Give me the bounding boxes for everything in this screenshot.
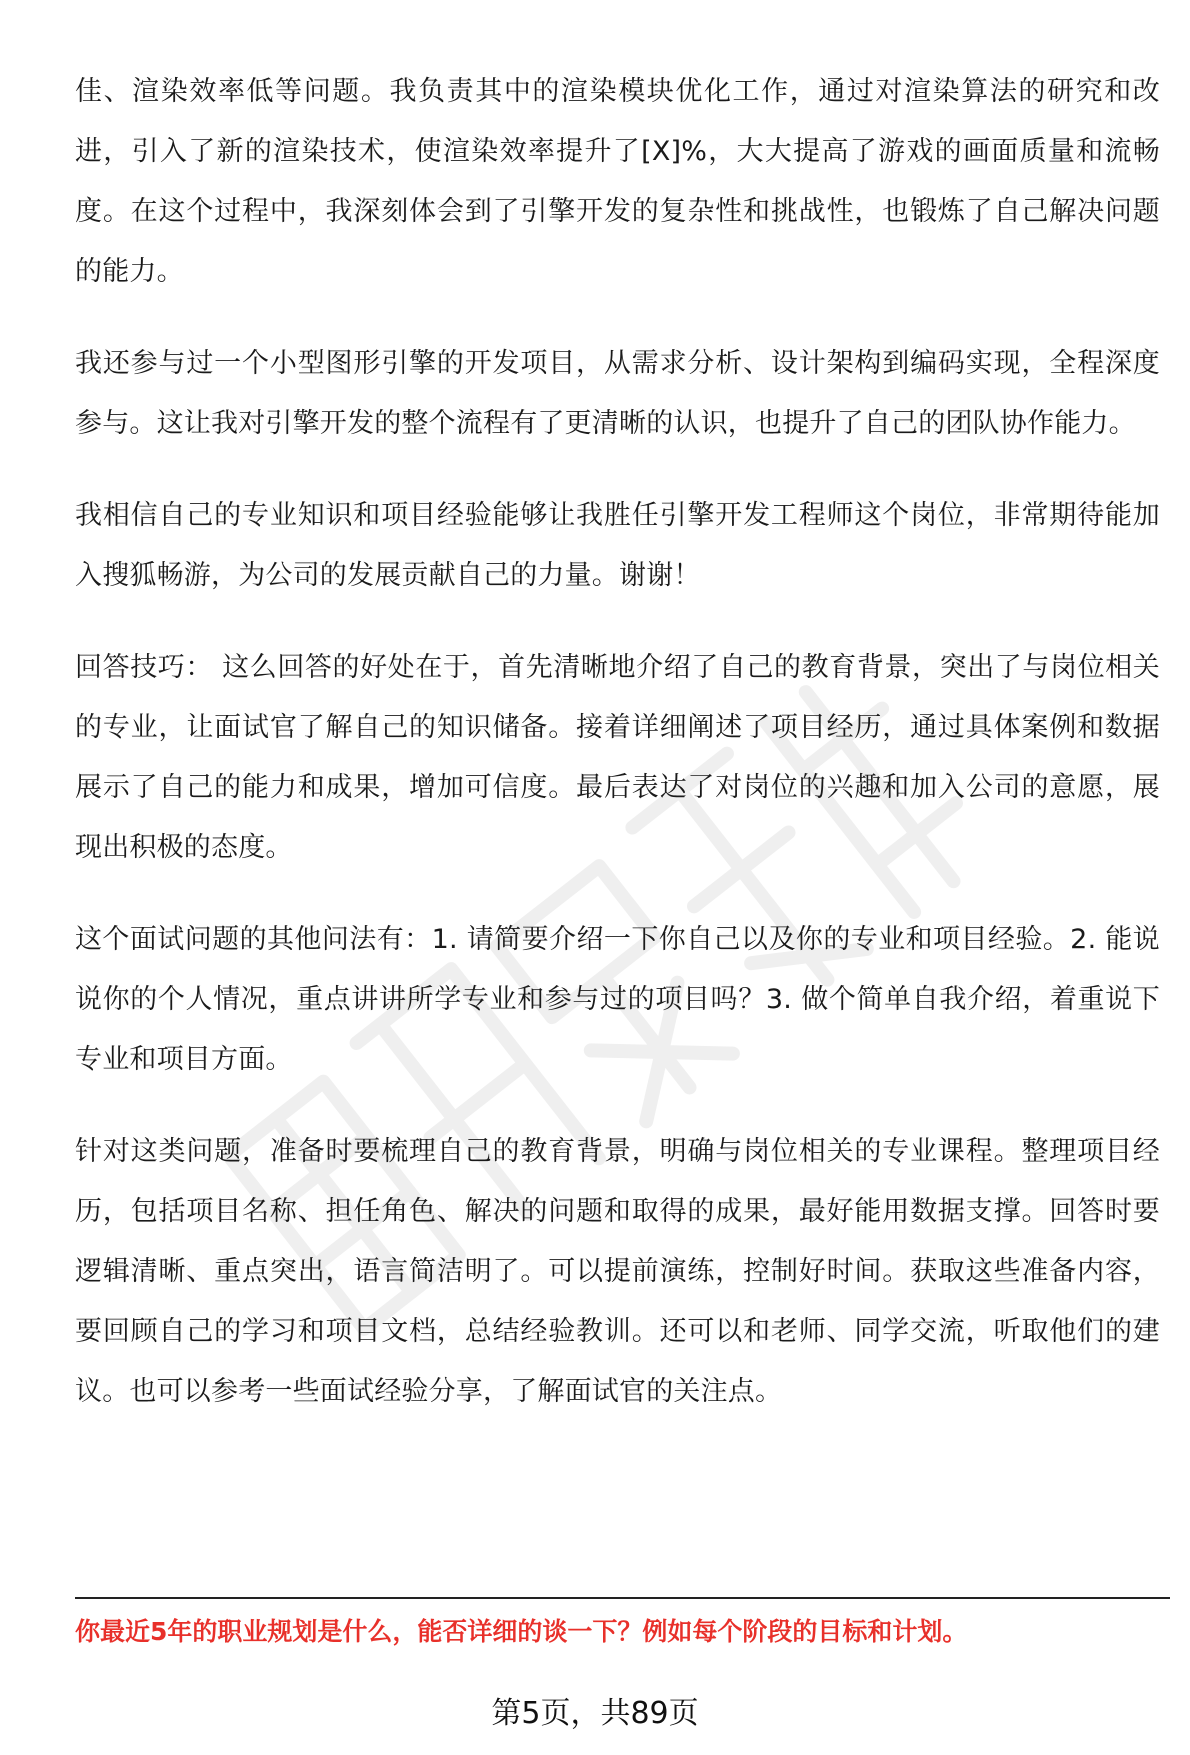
paragraph-answer-tips: 回答技巧： 这么回答的好处在于，首先清晰地介绍了自己的教育背景，突出了与岗位相关的专业，让面试官了解自己的知识储备。接着详细阐述了项目经历，通过具体案例和数据展示了自己的能力和成果，增加可信度。最后表达了对岗位的兴趣和加入公司的意愿，展现出积极的态度。 — [75, 652, 1160, 863]
paragraph-closing-statement: 我相信自己的专业知识和项目经验能够让我胜任引擎开发工程师这个岗位，非常期待能加入搜狐畅游，为公司的发展贡献自己的力量。谢谢！ — [75, 500, 1160, 591]
paragraph-graphics-engine-project: 我还参与过一个小型图形引擎的开发项目，从需求分析、设计架构到编码实现，全程深度参与。这让我对引擎开发的整个流程有了更清晰的认识，也提升了自己的团队协作能力。 — [75, 348, 1160, 439]
paragraph-preparation-advice: 针对这类问题，准备时要梳理自己的教育背景，明确与岗位相关的专业课程。整理项目经历，包括项目名称、担任角色、解决的问题和取得的成果，最好能用数据支撑。回答时要逻辑清晰、重点突出，语言简洁明了。可以提前演练，控制好时间。获取这些准备内容，要回顾自己的学习和项目文档，总结经验教训。还可以和老师、同学交流，听取他们的建议。也可以参考一些面试经验分享，了解面试官的关注点。 — [75, 1136, 1160, 1407]
body-content — [75, 62, 1160, 1454]
page-number: 第5页，共89页 — [491, 1696, 699, 1731]
paragraph-alternative-questions: 这个面试问题的其他问法有：1. 请简要介绍一下你自己以及你的专业和项目经验。2. 能说说你的个人情况，重点讲讲所学专业和参与过的项目吗？3. 做个简单自我介绍，着重说下专业和项目方面。 — [75, 924, 1160, 1075]
next-question-heading: 你最近5年的职业规划是什么，能否详细的谈一下？例如每个阶段的目标和计划。 — [75, 1617, 968, 1646]
paragraph-project-rendering: 佳、渲染效率低等问题。我负责其中的渲染模块优化工作，通过对渲染算法的研究和改进，引入了新的渲染技术，使渲染效率提升了[X]%，大大提高了游戏的画面质量和流畅度。在这个过程中，我深刻体会到了引擎开发的复杂性和挑战性，也锻炼了自己解决问题的能力。 — [75, 76, 1160, 287]
section-divider — [75, 1597, 1170, 1599]
